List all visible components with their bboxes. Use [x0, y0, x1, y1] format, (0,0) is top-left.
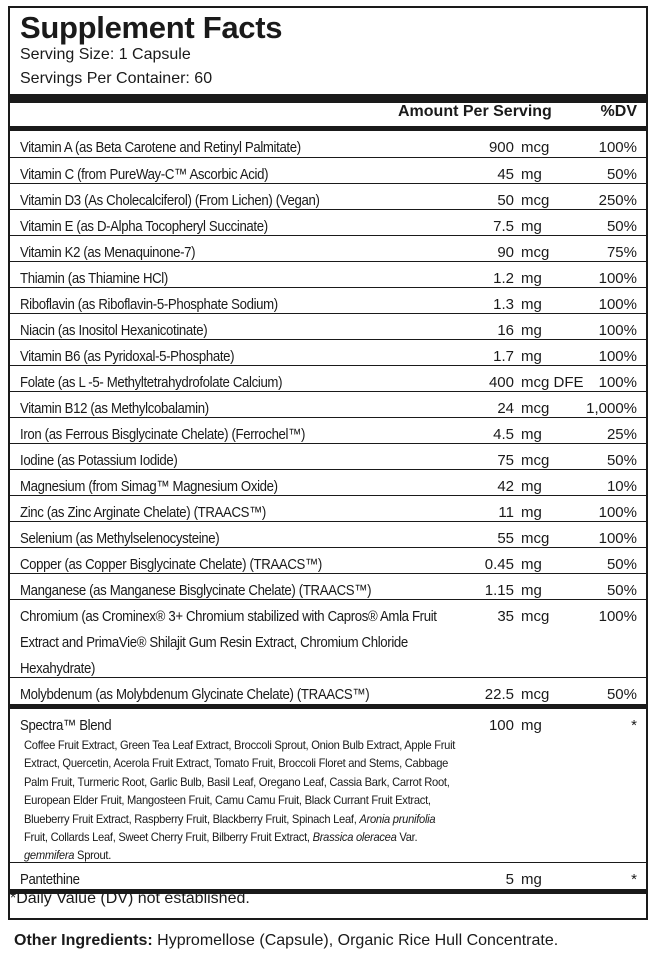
nutrient-name-cont: Extract and PrimaVie® Shilajit Gum Resin Extract, Chromium Chloride: [20, 634, 408, 651]
blend-unit: mg: [521, 717, 542, 734]
nutrient-unit: mg: [521, 582, 542, 599]
nutrient-unit: mg: [521, 478, 542, 495]
nutrient-amount: 7.5: [493, 218, 514, 235]
nutrient-dv: 100%: [598, 530, 637, 547]
nutrient-name: Iodine (as Potassium Iodide): [20, 452, 178, 469]
supplement-facts-panel: [8, 6, 648, 920]
nutrient-dv: 100%: [598, 348, 637, 365]
nutrient-dv: 100%: [598, 296, 637, 313]
nutrient-amount: 24: [497, 400, 514, 417]
blend-row: [10, 709, 646, 862]
nutrient-dv: 25%: [606, 426, 637, 443]
nutrient-unit: mg: [521, 218, 542, 235]
nutrient-amount: 1.15: [484, 582, 514, 599]
nutrient-amount: 16: [497, 322, 514, 339]
nutrient-amount: 50: [497, 192, 514, 209]
nutrient-name: Magnesium (from Simag™ Magnesium Oxide): [20, 478, 278, 495]
nutrient-dv: 50%: [606, 452, 637, 469]
nutrient-row: [10, 235, 646, 262]
nutrient-dv: *: [631, 871, 637, 888]
nutrient-unit: mcg: [521, 192, 550, 209]
nutrient-name: Niacin (as Inositol Hexanicotinate): [20, 322, 208, 339]
nutrient-amount: 55: [497, 530, 514, 547]
nutrient-dv: 50%: [606, 218, 637, 235]
nutrient-name: Selenium (as Methylselenocysteine): [20, 530, 220, 547]
nutrient-name: Manganese (as Manganese Bisglycinate Chelate) (TRAACS™): [20, 582, 372, 599]
nutrient-name: Riboflavin (as Riboflavin-5-Phosphate Sodium): [20, 296, 278, 313]
nutrient-name: Vitamin B12 (as Methylcobalamin): [20, 400, 209, 417]
nutrient-amount: 75: [497, 452, 514, 469]
nutrient-row-molybdenum: [10, 677, 646, 704]
nutrient-name: Pantethine: [20, 871, 80, 888]
column-header-amount: Amount Per Serving: [398, 103, 552, 120]
column-header-dv: %DV: [600, 103, 637, 120]
nutrient-dv: 10%: [606, 478, 637, 495]
nutrient-unit: mcg: [521, 400, 550, 417]
nutrient-unit: mg: [521, 270, 542, 287]
nutrient-row: [10, 521, 646, 548]
serving-size: Serving Size: 1 Capsule: [20, 46, 191, 63]
nutrient-dv: 100%: [598, 322, 637, 339]
other-ingredients: [14, 930, 614, 952]
nutrient-dv: 100%: [598, 608, 637, 625]
nutrient-dv: 50%: [606, 166, 637, 183]
nutrient-dv: 100%: [598, 374, 637, 391]
nutrient-amount: 1.7: [493, 348, 514, 365]
nutrient-unit: mg: [521, 871, 542, 888]
nutrient-unit: mcg: [521, 608, 550, 625]
nutrient-name: Folate (as L -5- Methyltetrahydrofolate Calcium): [20, 374, 283, 391]
nutrient-unit: mcg: [521, 530, 550, 547]
nutrient-unit: mg: [521, 322, 542, 339]
nutrient-name: Vitamin D3 (As Cholecalciferol) (From Lichen) (Vegan): [20, 192, 320, 209]
nutrient-row: [10, 313, 646, 340]
nutrient-row: [10, 417, 646, 444]
nutrient-amount: 45: [497, 166, 514, 183]
other-ingredients-text: Hypromellose (Capsule), Organic Rice Hull Concentrate.: [152, 932, 559, 949]
nutrient-name: Molybdenum (as Molybdenum Glycinate Chelate) (TRAACS™): [20, 686, 370, 703]
nutrient-row: [10, 469, 646, 496]
nutrient-row: [10, 495, 646, 522]
nutrient-name: Iron (as Ferrous Bisglycinate Chelate) (Ferrochel™): [20, 426, 306, 443]
nutrient-amount: 4.5: [493, 426, 514, 443]
nutrient-row-pantethine: [10, 862, 646, 889]
nutrient-unit: mg: [521, 504, 542, 521]
thick-divider-top: [10, 94, 646, 103]
nutrient-unit: mcg DFE: [521, 374, 584, 391]
nutrient-amount: 1.2: [493, 270, 514, 287]
nutrient-row: [10, 547, 646, 574]
nutrient-dv: 100%: [598, 139, 637, 156]
nutrient-amount: 11: [498, 504, 514, 521]
nutrient-row: [10, 131, 646, 157]
panel-title: Supplement Facts: [20, 10, 283, 45]
nutrient-name: Thiamin (as Thiamine HCl): [20, 270, 168, 287]
nutrient-unit: mcg: [521, 452, 550, 469]
nutrient-row: [10, 261, 646, 288]
nutrient-dv: 50%: [606, 582, 637, 599]
nutrient-amount: 900: [488, 139, 514, 156]
blend-ingredients: Coffee Fruit Extract, Green Tea Leaf Extract, Broccoli Sprout, Onion Bulb Extract, Apple Fruit Extract, Quercetin, Acerola Fruit Extract, Tomato Fruit, Broccoli Floret and Stems, Cabbage Palm Fruit, Turmeric Root, Garlic Bulb, Basil Leaf, Oregano Leaf, Cassia Bark, Carrot Root, European Elder Fruit, Mangosteen Fruit, Camu Camu Fruit, Black Currant Fruit Extract, Blueberry Fruit Extract, Raspberry Fruit, Blackberry Fruit, Spinach Leaf, Aronia prunifolia Fruit, Collards Leaf, Sweet Cherry Fruit, Bilberry Fruit Extract, Brassica oleracea Var. gemmifera Sprout.: [24, 738, 456, 863]
nutrient-unit: mcg: [521, 139, 550, 156]
nutrient-amount: 400: [488, 374, 514, 391]
blend-name: Spectra™ Blend: [20, 717, 112, 734]
nutrient-amount: 35: [497, 608, 514, 625]
nutrient-name: Vitamin K2 (as Menaquinone-7): [20, 244, 196, 261]
nutrient-name-cont: Hexahydrate): [20, 660, 96, 677]
nutrient-amount: 0.45: [484, 556, 514, 573]
nutrient-dv: 1,000%: [586, 400, 637, 417]
nutrient-row: [10, 209, 646, 236]
nutrient-amount: 42: [497, 478, 514, 495]
nutrient-dv: 75%: [606, 244, 637, 261]
dv-footnote: *Daily Value (DV) not established.: [10, 890, 250, 907]
nutrient-row: [10, 443, 646, 470]
other-ingredients-label: Other Ingredients:: [14, 932, 153, 949]
nutrient-row: [10, 365, 646, 392]
nutrient-unit: mcg: [521, 686, 550, 703]
nutrient-name: Vitamin A (as Beta Carotene and Retinyl Palmitate): [20, 139, 301, 156]
nutrient-name: Vitamin B6 (as Pyridoxal-5-Phosphate): [20, 348, 235, 365]
nutrient-dv: 100%: [598, 270, 637, 287]
nutrient-amount: 1.3: [493, 296, 514, 313]
nutrient-row: [10, 391, 646, 418]
nutrient-unit: mg: [521, 426, 542, 443]
blend-amount: 100: [488, 717, 514, 734]
nutrient-name: Vitamin C (from PureWay-C™ Ascorbic Acid): [20, 166, 269, 183]
nutrient-row: [10, 157, 646, 184]
nutrient-row: [10, 573, 646, 600]
nutrient-row: [10, 287, 646, 314]
nutrient-amount: 5: [505, 871, 514, 888]
nutrient-name: Copper (as Copper Bisglycinate Chelate) (TRAACS™): [20, 556, 322, 573]
nutrient-unit: mg: [521, 348, 542, 365]
nutrient-name: Zinc (as Zinc Arginate Chelate) (TRAACS™): [20, 504, 266, 521]
nutrient-amount: 22.5: [484, 686, 514, 703]
nutrient-unit: mg: [521, 296, 542, 313]
nutrient-dv: 250%: [598, 192, 637, 209]
nutrient-name: Vitamin E (as D-Alpha Tocopheryl Succinate): [20, 218, 268, 235]
nutrient-row: [10, 183, 646, 210]
blend-dv: *: [631, 717, 637, 734]
nutrient-unit: mg: [521, 166, 542, 183]
nutrient-row-chromium: [10, 599, 646, 678]
nutrient-unit: mcg: [521, 244, 550, 261]
nutrient-name: Chromium (as Crominex® 3+ Chromium stabilized with Capros® Amla Fruit: [20, 608, 437, 625]
nutrient-amount: 90: [497, 244, 514, 261]
nutrient-unit: mg: [521, 556, 542, 573]
nutrient-dv: 50%: [606, 686, 637, 703]
servings-per-container: Servings Per Container: 60: [20, 70, 213, 87]
nutrient-dv: 100%: [598, 504, 637, 521]
nutrient-row: [10, 339, 646, 366]
nutrient-dv: 50%: [606, 556, 637, 573]
